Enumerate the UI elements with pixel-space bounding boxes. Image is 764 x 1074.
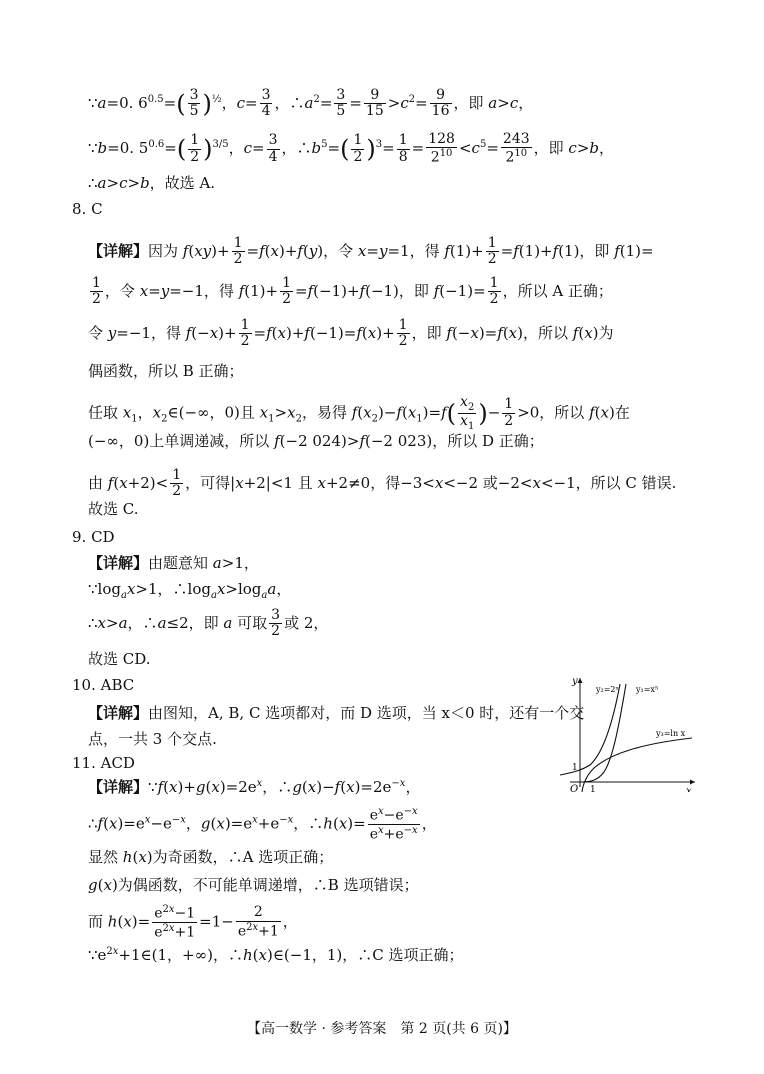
y-axis-arrow <box>578 678 583 683</box>
y-axis-label: y <box>572 676 578 687</box>
q8-line3: 令 y=−1，得 f(−x)+ $\frac{1}{2}$ =f(x)+f(−1)=f(x)+ $\frac{1}{2}$ ，即 f(−x)=f(x)，所以 f(x)为 <box>88 317 614 350</box>
q11-line3: 显然 h(x)为奇函数，∴A 选项正确； <box>88 848 334 866</box>
line-a-compare: ∵a=0. $6^{0.5}=$( $\frac{3}{5}$ )$^{\frac{1}{2}}$，c= $\frac{3}{4}$ ，$\therefore a^2=$ $\frac{3}{5}$ = $\frac{9}{15}$ $>c^2=$ $\frac{9}{16}$ ，即 a>c， <box>88 87 534 120</box>
q11-line5: 而 h(x)= $\frac{e^{2x}-1}{e^{2x}+1}$ =1− $\frac{2}{e^{2x}+1}$ ， <box>88 904 298 941</box>
curve-exp <box>560 684 620 775</box>
origin-label: O <box>570 784 579 792</box>
q8-answer: 8. C <box>72 200 103 218</box>
q8-line6: (−∞，0)上单调递减，所以 f(−2 024)>f(−2 023)，所以 D 正确； <box>88 432 544 450</box>
q10-line1-text: 由图知，A, B, C 选项都对，而 D 选项，当 x＜0 时，还有一个交 <box>148 704 585 722</box>
graph-svg <box>560 672 700 792</box>
q11-answer: 11. ACD <box>72 754 135 772</box>
label-y1: y₁=x⁵ <box>636 685 659 694</box>
x-axis-label: x <box>686 786 692 792</box>
q8-conclusion: 故选 C. <box>88 500 139 518</box>
q9-line2: $\because\log_ax>1$，$\therefore\log_ax>\log_aa$， <box>88 580 292 601</box>
page-footer: 【高一数学 · 参考答案 第 2 页(共 6 页)】 <box>247 1021 517 1037</box>
q10-answer: 10. ABC <box>72 676 135 694</box>
q11-line4: g(x)为偶函数，不可能单调递增，∴B 选项错误； <box>88 876 419 894</box>
q9-line1: 【详解】由题意知 a>1， <box>88 554 259 572</box>
q8-tag: 【详解】 <box>88 241 149 260</box>
function-graph <box>560 672 700 796</box>
q9-line3: ∴x>a，∴a≤2，即 a 可取 $\frac{3}{2}$ 或 2， <box>88 607 329 640</box>
curve-log <box>582 738 692 792</box>
q8-line5: 任取 $x_1$，$x_2\in(-\infty$，0)且 $x_1>x_2$，易得 $f(x_2)-f(x_1)=f$( $\frac{x_2}{x_1}$ )− $\frac{1}{2}$ >0，所以 f(x)在 <box>88 394 630 432</box>
q8-line2: $\frac{1}{2}$ ，令 x=y=−1，得 f(1)+ $\frac{1}{2}$ =f(−1)+f(−1)，即 f(−1)= $\frac{1}{2}$ ，所以 A 正确； <box>92 275 613 308</box>
line-b-compare: ∵b=0. $5^{0.6}=$( $\frac{1}{2}$ )$^{3/5}$，c= $\frac{3}{4}$ ，$\therefore b^5=$( $\frac{1}{2}$ )$^3$= $\frac{1}{8}$ = $\frac{128}{2^{10}}$ $<c^5=$ $\frac{243}{2^{10}}$ ，即 c>b， <box>88 131 615 167</box>
q9-answer: 9. CD <box>72 528 115 546</box>
q11-line2: $\therefore f(x)=e^x-e^{-x}$，$g(x)=e^x+e^{-x}$，∴h(x)= $\frac{e^x-e^{-x}}{e^x+e^{-x}}$ ， <box>88 806 437 843</box>
y-one-label: 1 <box>572 763 578 773</box>
q10-line1 <box>88 704 584 722</box>
q9-tag: 【详解】 <box>88 554 149 572</box>
x-one-label: 1 <box>590 785 596 792</box>
x-axis-arrow <box>690 780 695 785</box>
q8-line4: 偶函数，所以 B 正确； <box>88 362 244 380</box>
q11-line1: 【详解】$\because f(x)+g(x)=2e^x$，$\therefore g(x)-f(x)=2e^{-x}$， <box>88 778 421 796</box>
q8-line1: 【详解】因为 f(xy)+ $\frac{1}{2}$ =f(x)+f(y)，令 x=y=1，得 f(1)+ $\frac{1}{2}$ =f(1)+f(1)，即 f(1)= <box>88 235 654 268</box>
q11-tag: 【详解】 <box>88 778 149 796</box>
label-y3: y₃=ln x <box>656 729 686 738</box>
q10-line2: 点，一共 3 个交点. <box>88 730 217 748</box>
q8-line7: 由 f(x+2)< $\frac{1}{2}$ ，可得|x+2|<1 且 x+2≠0，得−3<x<−2 或−2<x<−1，所以 C 错误. <box>88 467 677 500</box>
line-conclusion-7: ∴a>c>b，故选 A. <box>88 174 216 192</box>
q11-line6: $\because e^{2x}+1\in(1$，+∞)，∴h(x)∈(−1，1)，∴C 选项正确； <box>88 946 464 964</box>
label-y2: y₂=2ˣ <box>596 685 619 694</box>
q9-conclusion: 故选 CD. <box>88 650 151 668</box>
q10-tag: 【详解】 <box>88 704 149 722</box>
